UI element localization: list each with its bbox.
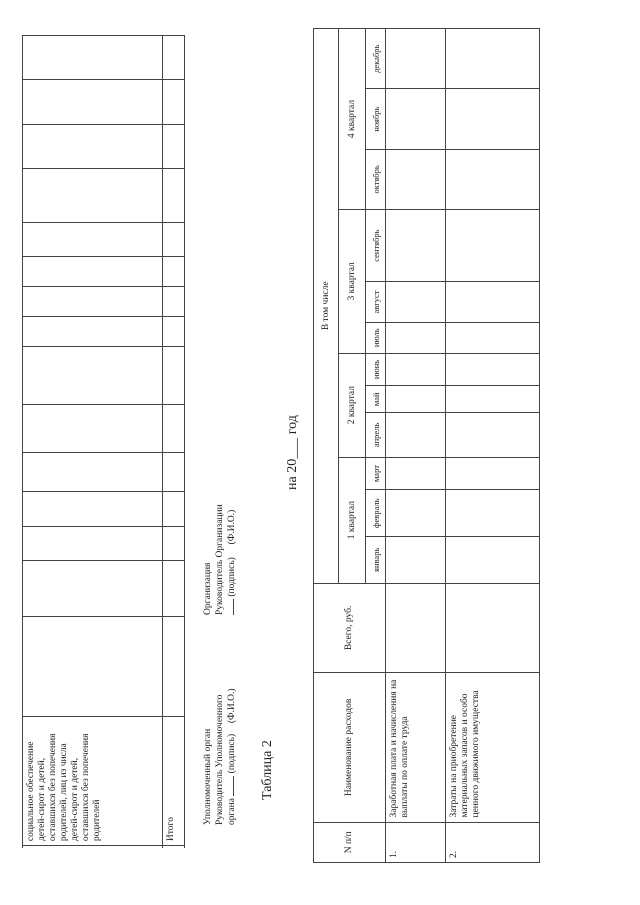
month-header: февраль xyxy=(366,490,386,537)
table-2-title: Таблица 2 xyxy=(260,740,275,800)
row-num: 1. xyxy=(389,850,399,858)
table-2 xyxy=(313,28,540,863)
signature-caption: (подпись) xyxy=(227,733,237,774)
num-header: N п/п xyxy=(314,822,386,862)
table-row-total xyxy=(163,35,185,848)
month-header: январь xyxy=(366,537,386,584)
row-text: социальное обеспечение детей-сирот и детей, оставшихся без попечения родителей, лиц из числа детей-сирот и детей, оставшихся без попечения родителей xyxy=(26,733,102,842)
header-row-1 xyxy=(314,29,339,863)
total-header: Всего, руб. xyxy=(314,583,386,673)
authority-head-label: Руководитель Уполномоченного xyxy=(215,694,225,825)
month-header: июнь xyxy=(366,353,386,386)
row-name: Затраты на приобретение материальных запасов и особо ценного движимого имущества xyxy=(449,690,481,818)
total-label: Итого xyxy=(166,817,176,842)
quarter-header: 3 квартал xyxy=(339,210,366,354)
quarter-header: 1 квартал xyxy=(339,457,366,583)
fio-caption: (Ф.И.О.) xyxy=(227,688,237,724)
quarter-header: 2 квартал xyxy=(339,353,366,457)
month-header: сентябрь xyxy=(366,210,386,282)
table-row xyxy=(23,35,163,848)
year-line: на 20___ год xyxy=(285,415,300,490)
organization-label: Организация xyxy=(203,562,213,615)
month-header: декабрь xyxy=(366,29,386,89)
row-name: Заработная плата и начисления на выплаты по оплате труда xyxy=(389,679,410,818)
month-header: октябрь xyxy=(366,149,386,209)
row-num: 2. xyxy=(449,850,459,858)
quarter-header: 4 квартал xyxy=(339,29,366,210)
table-1 xyxy=(22,35,185,848)
total-cell xyxy=(163,716,185,845)
fio-caption: (Ф.И.О.) xyxy=(227,509,237,545)
organization-head-label: Руководитель Организации xyxy=(215,504,225,615)
month-header: апрель xyxy=(366,413,386,458)
right-signature-block xyxy=(202,415,238,615)
table-row xyxy=(446,29,540,863)
month-header: май xyxy=(366,386,386,413)
incl-header: В том числе xyxy=(314,29,339,584)
left-signature-block xyxy=(202,625,238,825)
authority-label: Уполномоченный орган xyxy=(203,728,213,825)
month-header: август xyxy=(366,282,386,323)
table-row xyxy=(386,29,446,863)
signature-caption: (подпись) xyxy=(227,557,237,597)
month-header: июль xyxy=(366,322,386,353)
expense-cell xyxy=(23,716,163,845)
authority-organ-label: органа xyxy=(227,798,237,825)
name-header: Наименование расходов xyxy=(314,673,386,822)
month-header: ноябрь xyxy=(366,89,386,149)
month-header: март xyxy=(366,457,386,490)
